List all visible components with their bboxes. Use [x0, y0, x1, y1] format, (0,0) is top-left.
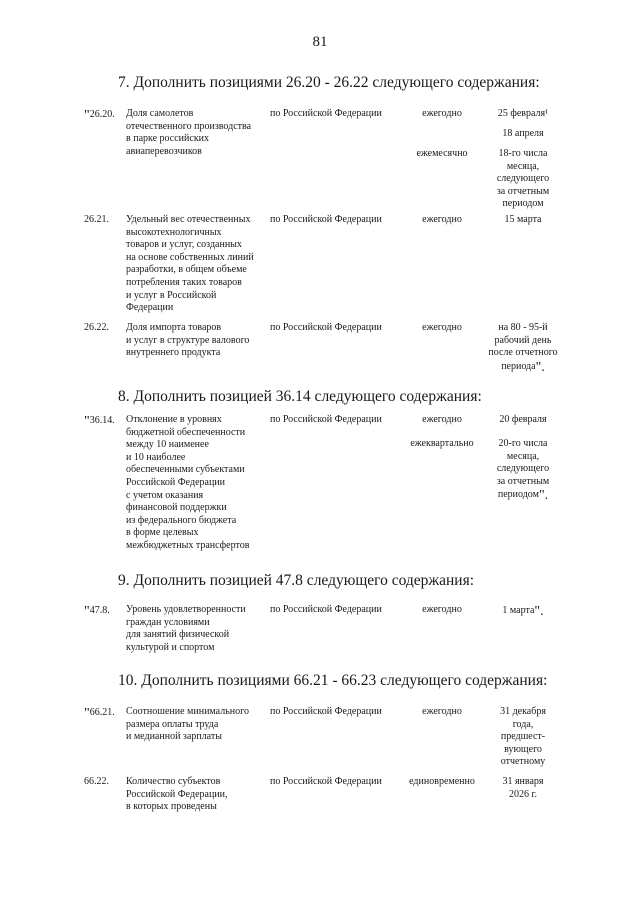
opening-quote: ": [84, 706, 90, 721]
position-region: по Российской Федерации: [270, 214, 382, 225]
position-frequency: ежегодно: [422, 214, 462, 225]
position-name: Соотношение минимального размера оплаты труда и медианной зарплаты: [126, 706, 249, 743]
position-name: Уровень удовлетворенности граждан условиями для занятий физической культурой и спортом: [126, 604, 246, 653]
position-name: Отклонение в уровнях бюджетной обеспеченности между 10 наименее и 10 наиболее обеспеченными субъектами Российской Федерации с учетом оказания финансовой поддержки из федерального бюджета в форме целевых межбюджетных трансфертов: [126, 414, 250, 551]
position-deadline: 25 февраля¹: [497, 108, 549, 119]
position-code: 26.21.: [84, 214, 109, 225]
closing-quote: ".: [538, 488, 549, 504]
position-region: по Российской Федерации: [270, 322, 382, 333]
opening-quote: ": [84, 414, 90, 429]
position-name: Количество субъектов Российской Федерации, в которых проведены: [126, 776, 228, 813]
opening-quote: ": [84, 108, 90, 123]
position-deadline: 18 апреля: [502, 128, 544, 139]
position-frequency: ежегодно: [422, 604, 462, 615]
position-frequency: ежегодно: [422, 706, 462, 717]
position-deadline: 20-го числа месяца, следующего за отчетным периодом".: [496, 438, 550, 504]
position-region: по Российской Федерации: [270, 776, 382, 787]
position-deadline: на 80 - 95-й рабочий день после отчетного периода".: [488, 322, 558, 375]
section-7-heading: 7. Дополнить позициями 26.20 - 26.22 следующего содержания:: [118, 74, 540, 91]
section-9-heading: 9. Дополнить позицией 47.8 следующего содержания:: [118, 572, 475, 589]
closing-quote: ".: [534, 604, 544, 619]
position-name: Доля самолетов отечественного производства в парке российских авиаперевозчиков: [126, 108, 252, 157]
position-region: по Российской Федерации: [270, 604, 382, 615]
position-code: 26.22.: [84, 322, 109, 333]
position-frequency: ежеквартально: [410, 438, 474, 449]
position-deadline: 31 декабря года, предшест- вующего отчетному: [500, 706, 546, 768]
position-region: по Российской Федерации: [270, 706, 382, 717]
position-frequency: ежемесячно: [416, 148, 468, 159]
position-deadline: 15 марта: [504, 214, 542, 225]
position-frequency: ежегодно: [422, 414, 462, 425]
position-code: "36.14.: [84, 414, 115, 429]
position-name: Доля импорта товаров и услуг в структуре валового внутреннего продукта: [126, 322, 250, 359]
page-number: 81: [312, 34, 328, 50]
position-frequency: ежегодно: [422, 322, 462, 333]
position-region: по Российской Федерации: [270, 108, 382, 119]
position-code: 66.22.: [84, 776, 109, 787]
position-code: "66.21.: [84, 706, 115, 721]
position-deadline: 18-го числа месяца, следующего за отчетным периодом: [496, 148, 550, 210]
position-frequency: ежегодно: [422, 108, 462, 119]
closing-quote: ".: [535, 359, 545, 375]
position-deadline: 31 января 2026 г.: [502, 776, 544, 800]
position-code: "47.8.: [84, 604, 110, 619]
position-region: по Российской Федерации: [270, 414, 382, 425]
position-frequency: единовременно: [409, 776, 475, 787]
section-10-heading: 10. Дополнить позициями 66.21 - 66.23 следующего содержания:: [118, 672, 548, 689]
position-deadline: 1 марта".: [502, 604, 544, 619]
opening-quote: ": [84, 604, 90, 619]
section-8-heading: 8. Дополнить позицией 36.14 следующего содержания:: [118, 388, 482, 405]
position-deadline: 20 февраля: [499, 414, 547, 425]
position-name: Удельный вес отечественных высокотехнологичных товаров и услуг, созданных на основе собственных линий разработки, в общем объеме потребления таких товаров и услуг в Российской Федерации: [126, 214, 254, 314]
position-code: "26.20.: [84, 108, 115, 123]
